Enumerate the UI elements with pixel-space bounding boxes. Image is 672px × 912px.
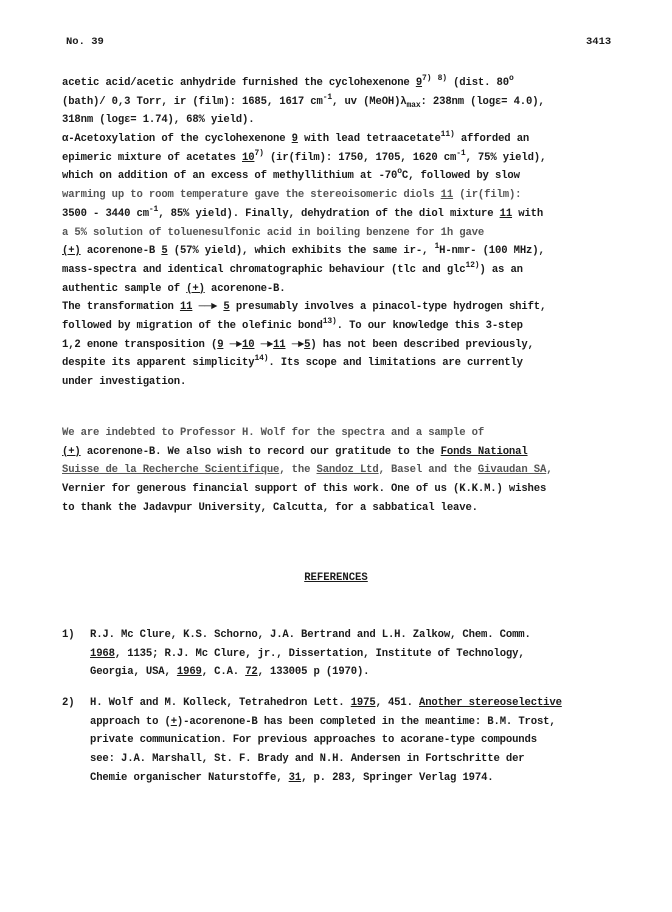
- text-span: -1: [456, 148, 466, 158]
- text-span: which on addition of an excess of methyllithium at -70: [62, 170, 398, 183]
- text-span: Fonds National: [440, 445, 528, 458]
- text-span: 9: [415, 77, 423, 89]
- text-line: [62, 461, 622, 480]
- text-span: 1969: [176, 666, 202, 679]
- text-span: 5: [223, 301, 230, 314]
- main-text: [62, 74, 622, 392]
- text-span: The transformation: [62, 301, 180, 314]
- text-span: α-Acetoxylation of the cyclohexenone: [62, 133, 292, 146]
- text-span: (+): [62, 445, 81, 458]
- text-span: ─►: [254, 338, 274, 351]
- reference-number: 2): [62, 697, 75, 709]
- text-span: (dist. 80: [446, 77, 509, 89]
- text-span: (57% yield), which exhibits the same ir-,: [167, 245, 435, 258]
- text-span: -1: [148, 204, 159, 214]
- journal-issue-number: No. 39: [66, 36, 104, 48]
- text-line: [62, 205, 622, 224]
- text-line: [90, 750, 562, 769]
- text-span: 1: [434, 242, 440, 252]
- text-span: (bath)/ 0,3 Torr, ir (film): 1685, 1617 cm: [62, 95, 323, 108]
- text-span: , 451.: [375, 697, 420, 709]
- text-span: 318nm (logε= 1.74), 68% yield).: [62, 114, 255, 127]
- text-line: [90, 663, 531, 682]
- text-span: ─►: [285, 338, 305, 351]
- text-span: 11: [499, 207, 513, 220]
- text-span: We are indebted to Professor H. Wolf for the spectra and a sample of: [62, 427, 485, 439]
- text-line: [90, 769, 562, 788]
- text-line: [90, 645, 531, 664]
- text-line: [62, 354, 622, 373]
- text-span: , 75% yield),: [465, 151, 547, 164]
- text-span: : 238nm (logε= 4.0),: [420, 95, 545, 108]
- text-span: )-acorenone-B has been completed in the meantime: B.M. Trost,: [176, 715, 556, 728]
- text-span: ──►: [192, 301, 224, 314]
- text-span: H. Wolf and M. Kolleck, Tetrahedron Lett.: [90, 697, 351, 709]
- text-line: [62, 186, 622, 205]
- text-span: under investigation.: [62, 376, 187, 388]
- text-span: afforded an: [454, 133, 530, 146]
- text-span: see: J.A. Marshall, St. F. Brady and N.H. Andersen in Fortschritte der: [90, 753, 525, 766]
- text-span: 7): [422, 74, 432, 83]
- text-span: R.J. Mc Clure, K.S. Schorno, J.A. Bertrand and L.H. Zalkow, Chem. Comm.: [90, 629, 531, 641]
- text-span: , 1135; R.J. Mc Clure, jr., Dissertation, Institute of Technology,: [114, 647, 525, 660]
- text-span: 8): [437, 74, 447, 83]
- text-span: (+): [62, 245, 81, 258]
- text-span: (+): [186, 282, 205, 295]
- text-span: acorenone-B.: [204, 282, 286, 295]
- text-span: 13): [322, 316, 337, 326]
- text-line: [62, 336, 622, 355]
- text-span: , p. 283, Springer Verlag 1974.: [301, 771, 494, 784]
- text-span: Suisse de la Recherche Scientifique: [62, 464, 280, 477]
- text-span: presumably involves a pinacol-type hydrogen shift,: [229, 301, 547, 314]
- text-line: [90, 694, 562, 713]
- text-span: , uv (MeOH)λ: [332, 95, 407, 108]
- text-span: 14): [254, 354, 269, 364]
- text-span: Vernier for generous financial support of this work. One of us (K.K.M.) wishes: [62, 483, 547, 496]
- text-span: 1,2 enone transposition (: [62, 338, 218, 351]
- text-span: despite its apparent simplicity: [62, 357, 255, 370]
- text-span: with lead tetraacetate: [297, 133, 441, 146]
- text-span: 10: [242, 151, 255, 164]
- page-number: 3413: [586, 36, 612, 48]
- text-line: [90, 626, 531, 645]
- text-span: 9: [291, 133, 298, 146]
- text-span: , the: [279, 464, 317, 477]
- text-line: [62, 261, 622, 280]
- text-span: 10: [242, 338, 255, 351]
- text-line: [62, 74, 622, 93]
- text-line: [62, 149, 622, 168]
- text-line: [62, 298, 622, 317]
- text-span: ) has not been described previously,: [310, 338, 534, 351]
- acknowledgements: [62, 424, 622, 517]
- text-line: [62, 224, 622, 243]
- text-span: max: [406, 100, 421, 110]
- reference-text: [90, 626, 531, 682]
- text-span: acorenone-B: [80, 245, 162, 258]
- text-line: [90, 713, 562, 732]
- text-line: [62, 443, 622, 462]
- text-span: 3500 - 3440 cm: [62, 207, 149, 220]
- text-line: [62, 373, 622, 392]
- text-line: [62, 93, 622, 112]
- text-span: 11: [440, 189, 454, 202]
- text-span: Another stereoselective: [419, 697, 562, 709]
- text-span: to thank the Jadavpur University, Calcutta, for a sabbatical leave.: [62, 501, 478, 514]
- text-span: acetic acid/acetic anhydride furnished the cyclohexenone: [62, 77, 416, 89]
- text-span: 1968: [90, 647, 115, 660]
- references-heading: REFERENCES: [304, 572, 368, 584]
- text-span: C, followed by slow: [401, 170, 520, 183]
- text-span: Sandoz Ltd: [316, 464, 379, 477]
- text-span: Georgia, USA,: [90, 666, 177, 679]
- text-line: [62, 317, 622, 336]
- text-span: 12): [465, 260, 480, 270]
- text-span: (ir(film): 1750, 1705, 1620 cm: [263, 151, 457, 164]
- text-span: warming up to room temperature gave the stereoisomeric diols: [62, 189, 441, 202]
- text-span: 5: [304, 338, 311, 351]
- text-span: acorenone-B. We also wish to record our gratitude to the: [80, 445, 441, 458]
- text-span: with: [512, 207, 544, 220]
- text-span: 11: [273, 338, 286, 351]
- text-span: authentic sample of: [62, 282, 187, 295]
- text-line: [62, 242, 622, 261]
- text-span: ─►: [223, 338, 243, 351]
- text-span: followed by migration of the olefinic bond: [62, 319, 323, 332]
- text-span: , 85% yield). Finally, dehydration of the diol mixture: [158, 207, 500, 220]
- text-span: 9: [217, 338, 224, 351]
- text-span: , Basel and the: [378, 464, 478, 477]
- text-span: 5: [161, 245, 168, 258]
- text-span: 7): [254, 148, 264, 158]
- text-span: 72: [245, 666, 258, 679]
- text-span: a 5% solution of toluenesulfonic acid in boiling benzene for 1h gave: [62, 226, 485, 239]
- text-line: [62, 167, 622, 186]
- text-line: [90, 731, 562, 750]
- text-span: , 133005 p (1970).: [257, 666, 370, 679]
- text-line: [62, 280, 622, 299]
- text-span: Givaudan SA: [477, 464, 547, 477]
- text-span: approach to (: [90, 715, 171, 728]
- text-span: 11: [179, 301, 193, 314]
- text-span: . To our knowledge this 3-step: [336, 319, 523, 332]
- text-span: o: [397, 167, 402, 177]
- reference-number: 1): [62, 629, 75, 641]
- text-span: [431, 77, 437, 89]
- text-line: [62, 499, 622, 518]
- text-span: 1975: [350, 697, 376, 709]
- text-span: , C.A.: [201, 666, 246, 679]
- reference-text: [90, 694, 562, 787]
- text-span: Chemie organischer Naturstoffe,: [90, 771, 289, 784]
- text-span: -1: [322, 92, 333, 102]
- text-line: [62, 424, 622, 443]
- text-span: 31: [288, 771, 302, 784]
- text-span: private communication. For previous approaches to acorane-type compounds: [90, 734, 537, 747]
- text-span: o: [508, 74, 514, 83]
- text-span: mass-spectra and identical chromatographic behaviour (tlc and glc: [62, 263, 466, 276]
- text-span: +: [170, 715, 177, 728]
- text-line: [62, 111, 622, 130]
- text-span: (ir(film):: [453, 189, 522, 202]
- text-span: 11): [440, 130, 455, 140]
- text-span: epimeric mixture of acetates: [62, 151, 243, 164]
- text-span: ) as an: [479, 263, 523, 276]
- text-span: . Its scope and limitations are currently: [268, 357, 523, 370]
- text-line: [62, 480, 622, 499]
- text-span: ,: [546, 464, 553, 477]
- text-line: [62, 130, 622, 149]
- text-span: H-nmr- (100 MHz),: [439, 245, 545, 258]
